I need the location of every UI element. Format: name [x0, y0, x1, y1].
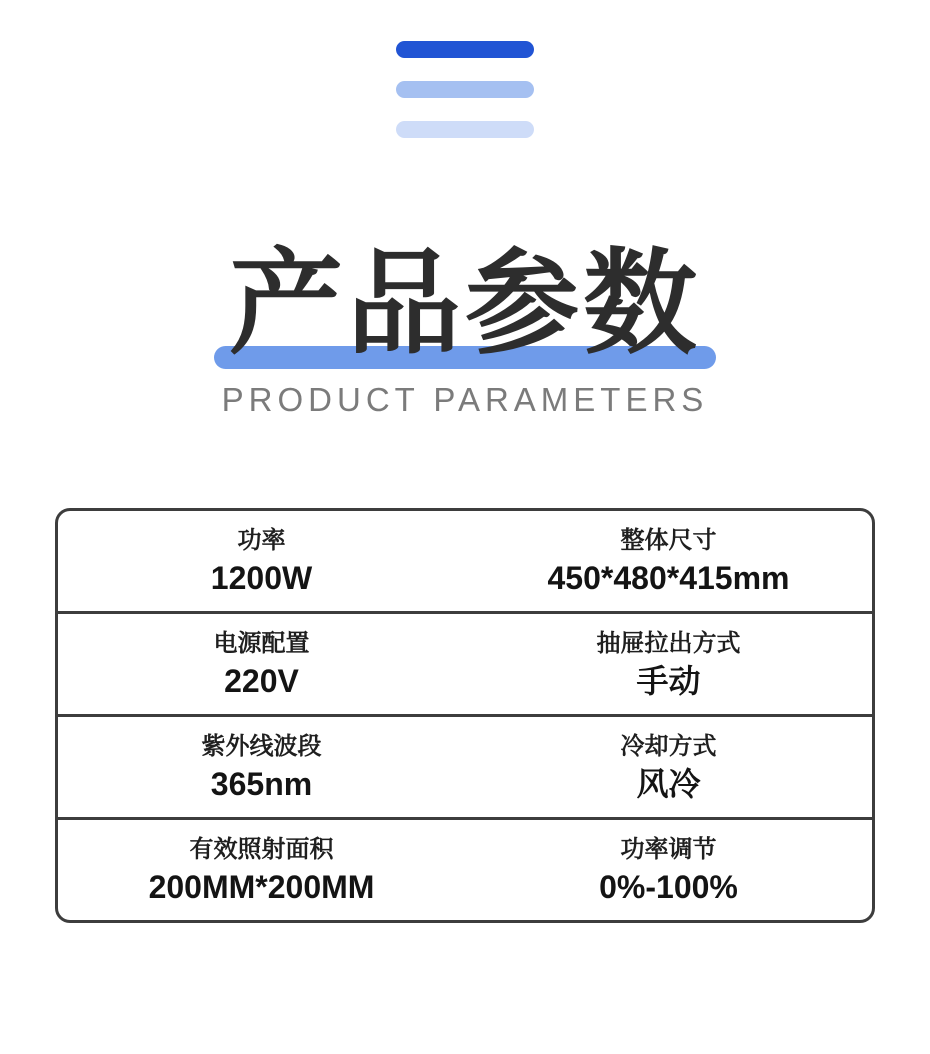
- deco-bar-light-blue: [396, 121, 534, 138]
- spec-value: 450*480*415mm: [547, 559, 790, 596]
- spec-label: 紫外线波段: [201, 732, 322, 760]
- spec-label: 功率: [237, 526, 286, 554]
- spec-cell-power-supply: [58, 614, 465, 714]
- spec-value: 365nm: [210, 765, 313, 802]
- spec-label: 抽屉拉出方式: [596, 629, 741, 657]
- spec-cell-cooling-method: [465, 717, 872, 817]
- spec-table: [55, 508, 875, 923]
- spec-value: 1200W: [210, 559, 313, 596]
- deco-bar-dark-blue: [396, 41, 534, 58]
- spec-label: 有效照射面积: [189, 835, 334, 863]
- table-row: [58, 714, 872, 817]
- page-subtitle: PRODUCT PARAMETERS: [221, 380, 709, 418]
- spec-value: 220V: [224, 662, 299, 699]
- spec-label: 冷却方式: [620, 732, 717, 760]
- spec-label: 功率调节: [620, 835, 717, 863]
- spec-value: 200MM*200MM: [148, 868, 375, 905]
- spec-cell-irradiation-area: [58, 820, 465, 920]
- table-row: [58, 511, 872, 611]
- spec-label: 电源配置: [213, 629, 310, 657]
- spec-cell-power: [58, 511, 465, 611]
- spec-cell-power-adjustment: [465, 820, 872, 920]
- table-row: [58, 817, 872, 920]
- spec-cell-overall-size: [465, 511, 872, 611]
- spec-cell-uv-band: [58, 717, 465, 817]
- decorative-bars: [0, 0, 930, 138]
- deco-bar-medium-blue: [396, 81, 534, 98]
- spec-value: 0%-100%: [599, 868, 738, 905]
- spec-cell-drawer-pullout: [465, 614, 872, 714]
- page-title-text: 产品参数: [228, 241, 701, 368]
- spec-label: 整体尺寸: [620, 526, 717, 554]
- table-row: [58, 611, 872, 714]
- spec-value: 风冷: [636, 765, 701, 802]
- spec-value: 手动: [636, 662, 701, 699]
- title-section: [0, 241, 930, 419]
- page-title: [228, 241, 701, 368]
